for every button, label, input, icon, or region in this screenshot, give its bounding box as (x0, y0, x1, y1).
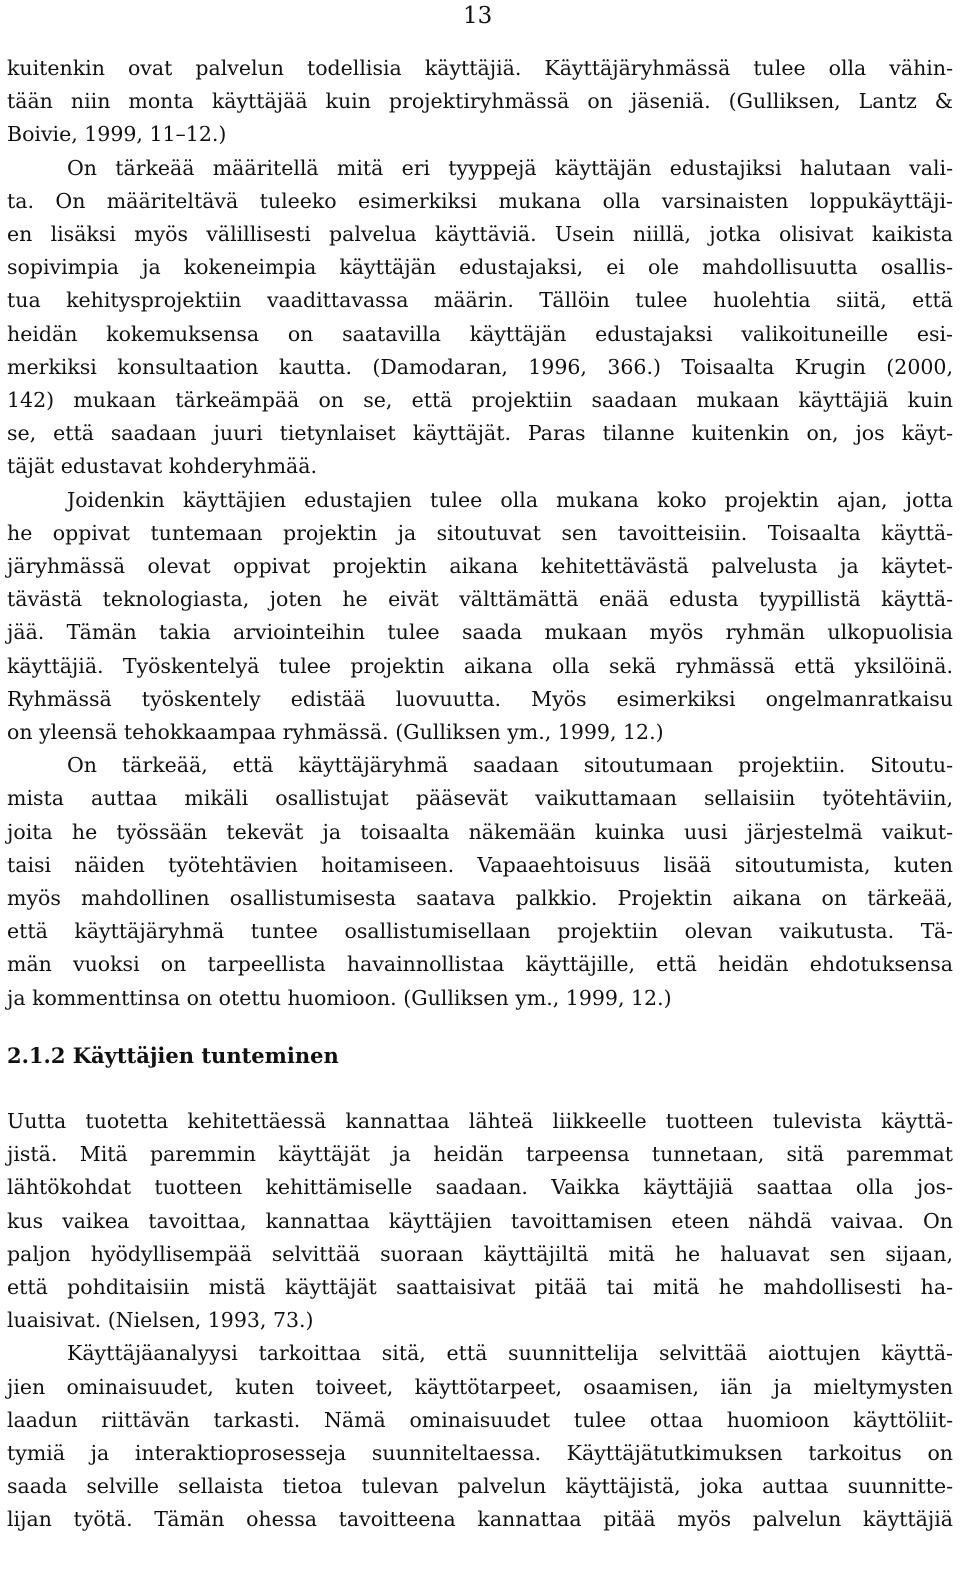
text-line: että pohditaisiin mistä käyttäjät saattaisivat pitää tai mitä he mahdollisesti ha- (7, 1274, 953, 1299)
text-line: taisi näiden työtehtävien hoitamiseen. Vapaaehtoisuus lisää sitoutumista, kuten (7, 852, 953, 877)
text-line: luaisivat. (Nielsen, 1993, 73.) (7, 1308, 314, 1333)
text-line: joita he työssään tekevät ja toisaalta näkemään kuinka uusi järjestelmä vaikut- (7, 819, 953, 844)
text-line: lijan työtä. Tämän ohessa tavoitteena kannattaa pitää myös palvelun käyttäjiä (7, 1507, 953, 1532)
text-line: täjät edustavat kohderyhmää. (7, 454, 317, 479)
text-line: On tärkeää, että käyttäjäryhmä saadaan sitoutumaan projektiin. Sitoutu- (67, 753, 953, 778)
text-line: Ryhmässä työskentely edistää luovuutta. Myös esimerkiksi ongelmanratkaisu (7, 686, 953, 711)
section-heading: 2.1.2 Käyttäjien tunteminen (7, 1042, 339, 1068)
text-line: Boivie, 1999, 11–12.) (7, 122, 227, 147)
text-line: lähtökohdat tuotteen kehittämiselle saadaan. Vaikka käyttäjiä saattaa olla jos- (7, 1175, 953, 1200)
text-line: myös mahdollinen osallistumisesta saatava palkkio. Projektin aikana on tärkeää, (7, 886, 953, 911)
paragraph-knowing-users (7, 1105, 953, 1337)
text-line: mista auttaa mikäli osallistujat pääsevät vaikuttamaan sellaisiin työtehtäviin, (7, 786, 953, 811)
text-line: merkiksi konsultaation kautta. (Damodaran, 1996, 366.) Toisaalta Krugin (2000, (7, 354, 953, 379)
paragraph-user-group-size (7, 52, 953, 152)
page-number: 13 (463, 3, 493, 29)
text-line: saada selville sellaista tietoa tulevan palvelun käyttäjistä, joka auttaa suunnitte- (7, 1474, 953, 1499)
text-line: kuitenkin ovat palvelun todellisia käyttäjiä. Käyttäjäryhmässä tulee olla vähin- (7, 56, 953, 80)
text-line: Käyttäjäanalyysi tarkoittaa sitä, että suunnittelija selvittää aiottujen käyttä- (67, 1341, 953, 1366)
paragraph-user-representatives (7, 152, 953, 484)
text-line: tua kehitysprojektiin vaadittavassa määrin. Tällöin tulee huolehtia siitä, että (7, 288, 953, 313)
text-line: 142) mukaan tärkeämpää on se, että projektiin saadaan mukaan käyttäjiä kuin (7, 388, 953, 413)
text-line: että käyttäjäryhmä tuntee osallistumisellaan projektiin olevan vaikutusta. Tä- (7, 919, 953, 944)
text-line: laadun riittävän tarkasti. Nämä ominaisuudet tulee ottaa huomioon käyttöliit- (7, 1407, 953, 1432)
text-line: Uutta tuotetta kehitettäessä kannattaa lähteä liikkeelle tuotteen tulevista käyttä- (7, 1108, 953, 1133)
text-line: sopivimpia ja kokeneimpia käyttäjän edustajaksi, ei ole mahdollisuutta osallis- (7, 255, 953, 280)
text-line: he oppivat tuntemaan projektin ja sitoutuvat sen tavoitteisiin. Toisaalta käyttä- (7, 520, 953, 545)
document-body (7, 52, 953, 1537)
paragraph-project-duration (7, 484, 953, 750)
text-line: ta. On määriteltävä tuleeko esimerkiksi mukana olla varsinaisten loppukäyttäji- (7, 188, 953, 213)
text-line: on yleensä tehokkaampaa ryhmässä. (Gulliksen ym., 1999, 12.) (7, 720, 664, 745)
text-line: kus vaikea tavoittaa, kannattaa käyttäjien tavoittamisen eteen nähdä vaivaa. On (7, 1208, 953, 1233)
text-line: heidän kokemuksensa on saatavilla käyttäjän edustajaksi valikoituneille esi- (7, 321, 953, 346)
paragraph-commitment (7, 749, 953, 1015)
text-line: tävästä teknologiasta, joten he eivät välttämättä enää edusta tyypillistä käyttä- (7, 587, 953, 612)
text-line: On tärkeää määritellä mitä eri tyyppejä käyttäjän edustajiksi halutaan vali- (67, 155, 953, 180)
text-line: järyhmässä olevat oppivat projektin aikana kehitettävästä palvelusta ja käytet- (7, 554, 953, 579)
text-line: jää. Tämän takia arviointeihin tulee saada mukaan myös ryhmän ulkopuolisia (7, 620, 953, 645)
text-line: män vuoksi on tarpeellista havainnollistaa käyttäjille, että heidän ehdotuksensa (7, 952, 953, 977)
text-line: se, että saadaan juuri tietynlaiset käyttäjät. Paras tilanne kuitenkin on, jos käyt- (7, 421, 953, 446)
text-line: käyttäjiä. Työskentelyä tulee projektin aikana olla sekä ryhmässä että yksilöinä. (7, 653, 953, 678)
text-line: tymiä ja interaktioprosesseja suunniteltaessa. Käyttäjätutkimuksen tarkoitus on (7, 1440, 953, 1465)
text-line: jien ominaisuudet, kuten toiveet, käyttötarpeet, osaamisen, iän ja mieltymysten (7, 1374, 953, 1399)
paragraph-user-analysis (7, 1337, 953, 1536)
text-line: ja kommenttinsa on otettu huomioon. (Gulliksen ym., 1999, 12.) (7, 985, 672, 1010)
text-line: Joidenkin käyttäjien edustajien tulee olla mukana koko projektin ajan, jotta (67, 487, 953, 512)
text-line: paljon hyödyllisempää selvittää suoraan käyttäjiltä mitä he haluavat sen sijaan, (7, 1241, 953, 1266)
text-line: en lisäksi myös välillisesti palvelua käyttäviä. Usein niillä, jotka olisivat kaikista (7, 222, 953, 247)
text-line: tään niin monta käyttäjää kuin projektiryhmässä on jäseniä. (Gulliksen, Lantz & (7, 89, 953, 114)
text-line: jistä. Mitä paremmin käyttäjät ja heidän tarpeensa tunnetaan, sitä paremmat (7, 1142, 953, 1167)
